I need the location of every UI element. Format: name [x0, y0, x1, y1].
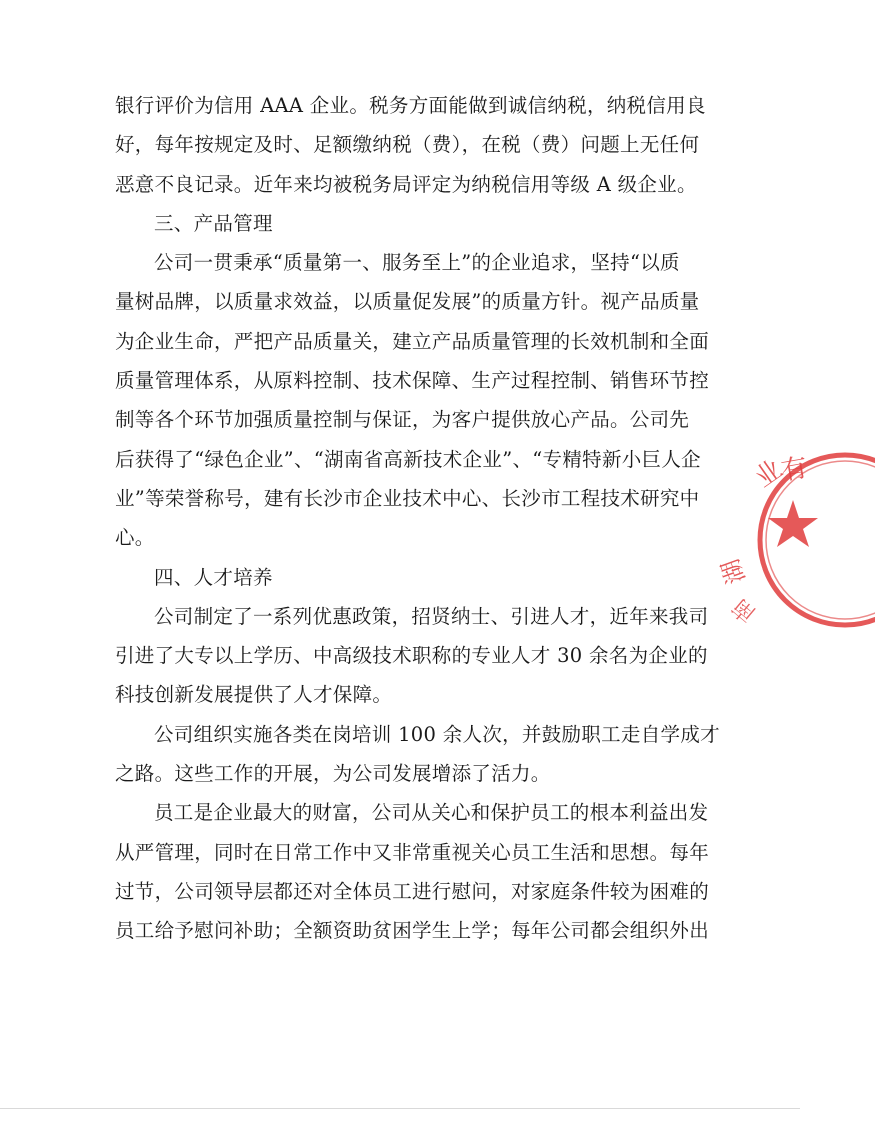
svg-text:南: 南: [727, 593, 761, 627]
paragraph-line: 过节，公司领导层都还对全体员工进行慰问，对家庭条件较为困难的: [115, 879, 710, 903]
paragraph-line: 业”等荣誉称号，建有长沙市企业技术中心、长沙市工程技术研究中: [115, 486, 700, 510]
paragraph-line: 公司一贯秉承“质量第一、服务至上”的企业追求，坚持“以质: [154, 251, 680, 275]
paragraph-line: 质量管理体系，从原料控制、技术保障、生产过程控制、销售环节控: [115, 369, 710, 393]
section-heading-product-management: 三、产品管理: [154, 211, 273, 235]
paragraph-line: 科技创新发展提供了人才保障。: [115, 683, 393, 707]
paragraph-line: 好，每年按规定及时、足额缴纳税（费），在税（费）问题上无任何: [115, 133, 700, 157]
paragraph-line: 公司组织实施各类在岗培训 100 余人次，并鼓励职工走自学成才: [154, 722, 720, 746]
paragraph-line: 银行评价为信用 AAA 企业。税务方面能做到诚信纳税，纳税信用良: [115, 94, 706, 117]
paragraph-line: 制等各个环节加强质量控制与保证，为客户提供放心产品。公司先: [115, 408, 690, 432]
svg-text:业: 业: [749, 454, 789, 494]
paragraph-line: 员工是企业最大的财富，公司从关心和保护员工的根本利益出发: [154, 801, 709, 825]
document-body: [115, 86, 720, 951]
paragraph-line: 后获得了“绿色企业”、“湖南省高新技术企业”、“专精特新小巨人企: [115, 447, 701, 471]
paragraph-line: 公司制定了一系列优惠政策，招贤纳士、引进人才，近年来我司: [154, 604, 709, 628]
paragraph-line: 员工给予慰问补助；全额资助贫困学生上学；每年公司都会组织外出: [115, 919, 710, 943]
svg-text:湖: 湖: [716, 555, 751, 588]
paragraph-line: 为企业生命，严把产品质量关，建立产品质量管理的长效机制和全面: [115, 329, 710, 353]
page-bottom-edge: [0, 1108, 800, 1109]
paragraph-line: 心。: [115, 526, 155, 550]
paragraph-line: 恶意不良记录。近年来均被税务局评定为纳税信用等级 A 级企业。: [115, 172, 697, 196]
paragraph-line: 从严管理，同时在日常工作中又非常重视关心员工生活和思想。每年: [115, 840, 710, 864]
paragraph-line: 之路。这些工作的开展，为公司发展增添了活力。: [115, 762, 551, 786]
paragraph-line: 量树品牌，以质量求效益，以质量促发展”的质量方针。视产品质量: [115, 290, 700, 314]
paragraph-line: 引进了大专以上学历、中高级技术职称的专业人才 30 余名为企业的: [115, 644, 708, 668]
company-seal-stamp: [716, 440, 875, 640]
section-heading-talent-cultivation: 四、人才培养: [154, 565, 273, 589]
svg-text:有: 有: [779, 452, 810, 487]
